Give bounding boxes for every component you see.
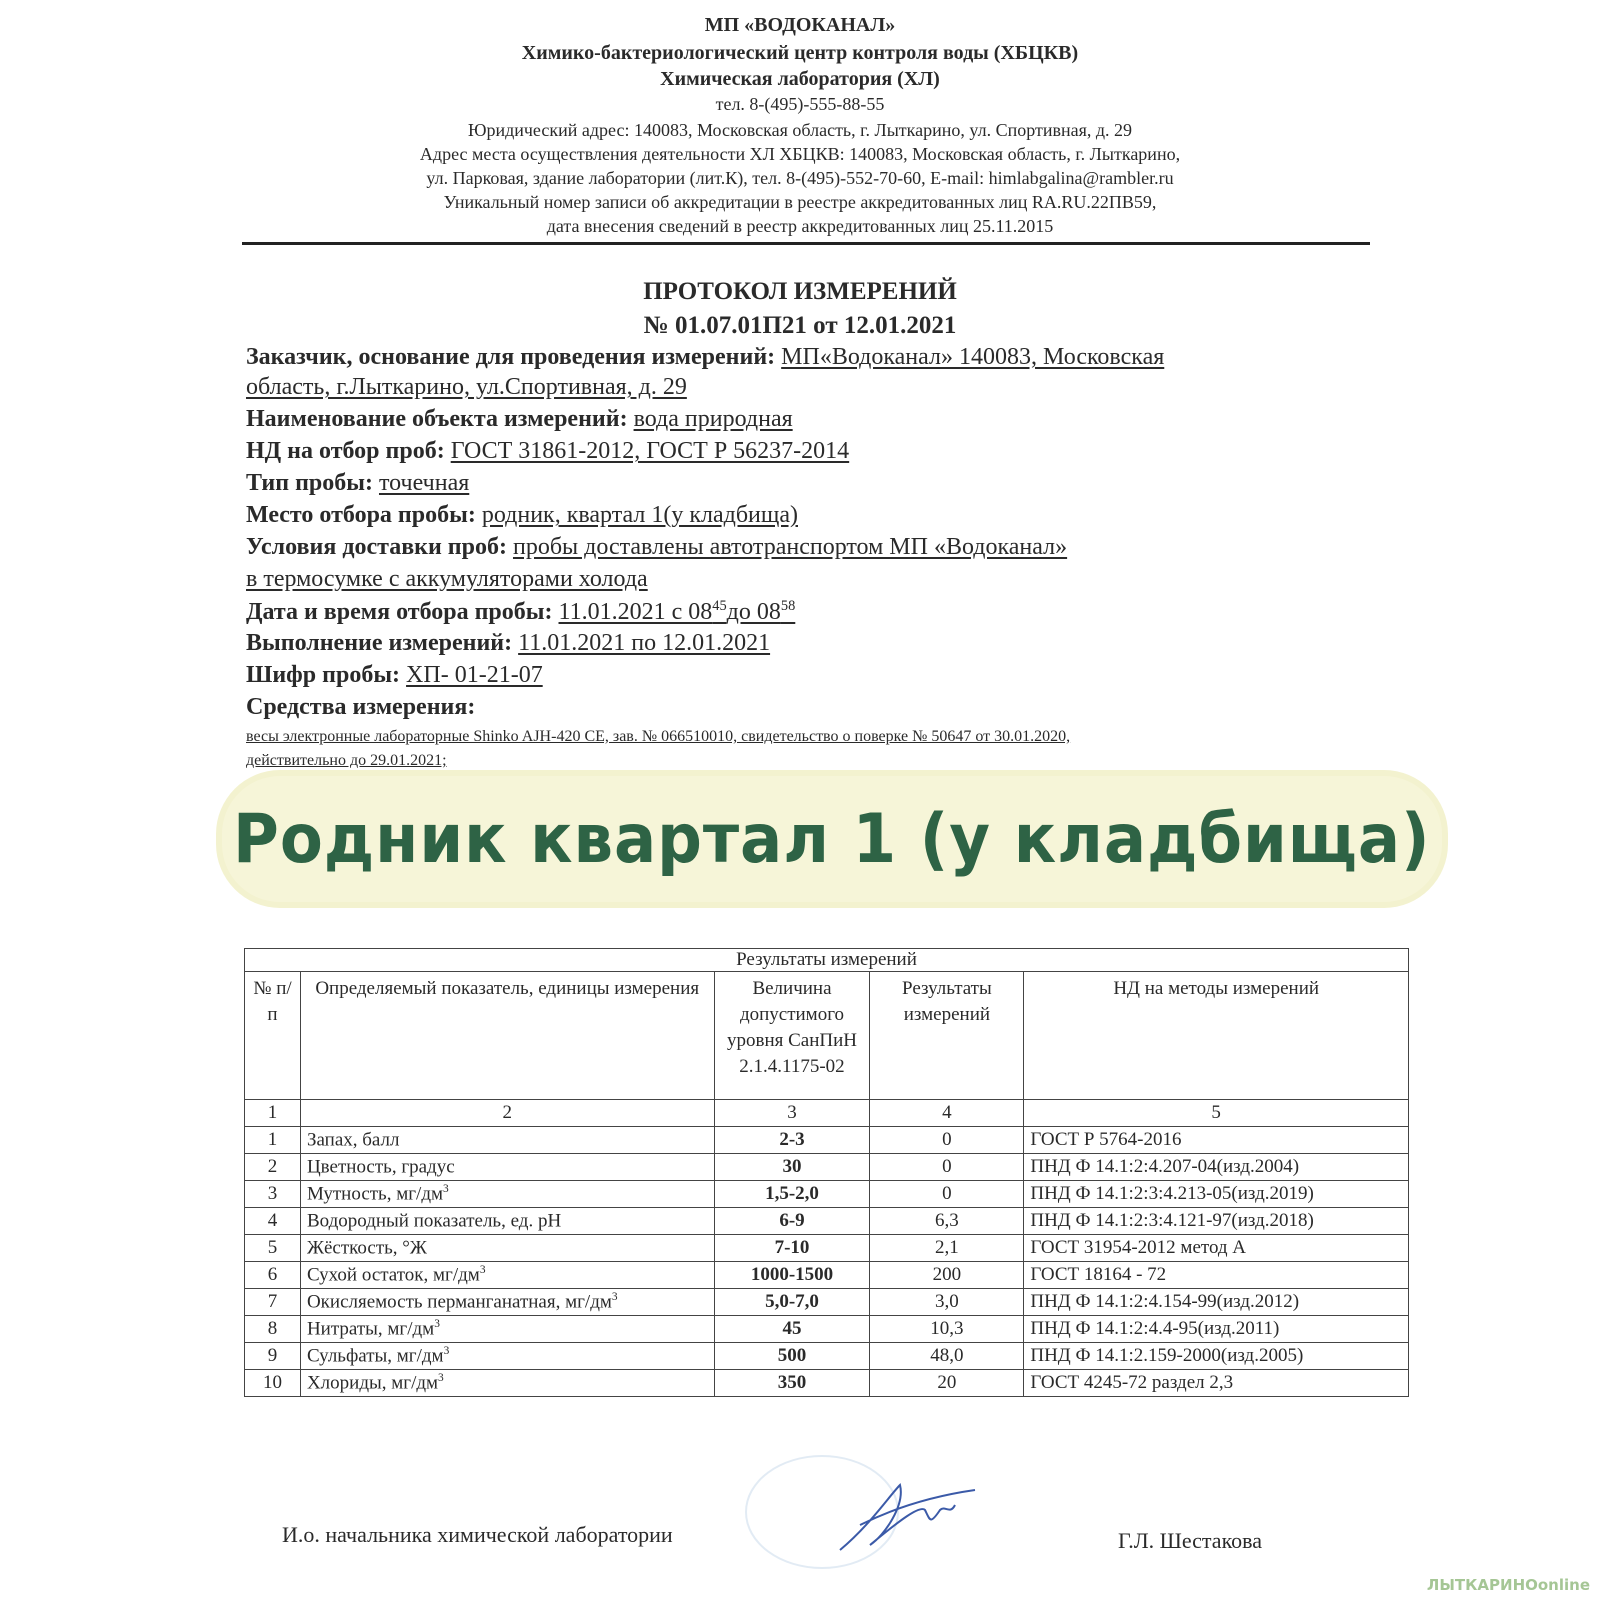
type-label: Тип пробы: — [246, 470, 373, 496]
table-row — [245, 1316, 1409, 1343]
row-result: 20 — [870, 1370, 1024, 1397]
row-indicator: Запах, балл — [300, 1127, 714, 1154]
delivery-value: пробы доставлены автотранспортом МП «Водоканал» — [512, 534, 1068, 560]
site-watermark: ЛЫТКАРИНОonline — [1426, 1576, 1590, 1594]
location-banner — [222, 776, 1442, 902]
code-field — [246, 662, 543, 689]
row-method: ПНД Ф 14.1:2:4.154-99(изд.2012) — [1024, 1289, 1409, 1316]
row-method: ПНД Ф 14.1:2:3:4.121-97(изд.2018) — [1024, 1208, 1409, 1235]
row-result: 6,3 — [870, 1208, 1024, 1235]
row-method: ПНД Ф 14.1:2:3:4.213-05(изд.2019) — [1024, 1181, 1409, 1208]
object-label: Наименование объекта измерений: — [246, 406, 628, 432]
accreditation-number: Уникальный номер записи об аккредитации в реестре аккредитованных лиц RA.RU.22ПВ59, — [443, 192, 1157, 212]
delivery-field — [246, 534, 1067, 561]
type-field — [246, 470, 469, 497]
row-result: 48,0 — [870, 1343, 1024, 1370]
legal-address: Юридический адрес: 140083, Московская область, г. Лыткарино, ул. Спортивная, д. 29 — [467, 120, 1133, 140]
header-limit: Величина допустимого уровня СанПиН 2.1.4.1175-02 — [714, 972, 870, 1100]
header-divider — [242, 242, 1370, 245]
lab-name: Химическая лаборатория (ХЛ) — [660, 68, 940, 90]
row-limit: 1000-1500 — [714, 1262, 870, 1289]
row-result: 10,3 — [870, 1316, 1024, 1343]
row-result: 0 — [870, 1127, 1024, 1154]
table-row — [245, 1235, 1409, 1262]
registry-date: дата внесения сведений в реестр аккредитованных лиц 25.11.2015 — [546, 216, 1054, 236]
type-value: точечная — [378, 470, 470, 496]
signature-mark — [830, 1465, 980, 1565]
table-row — [245, 1343, 1409, 1370]
row-number: 1 — [245, 1127, 301, 1154]
means-label: Средства измерения: — [246, 694, 476, 720]
row-indicator: Сульфаты, $мг/дм^3$ — [300, 1343, 714, 1370]
table-row — [245, 1154, 1409, 1181]
center-name: Химико-бактериологический центр контроля воды (ХБЦКВ) — [521, 42, 1079, 64]
delivery-field-cont — [246, 566, 648, 593]
header-indicator: Определяемый показатель, единицы измерения — [300, 972, 714, 1100]
header-method: НД на методы измерений — [1024, 972, 1409, 1100]
delivery-label: Условия доставки проб: — [246, 534, 507, 560]
customer-value-2: область, г.Лыткарино, ул.Спортивная, д. 29 — [246, 374, 687, 400]
row-number: 2 — [245, 1154, 301, 1181]
execution-value: 11.01.2021 по 12.01.2021 — [518, 630, 771, 656]
column-number-row — [245, 1100, 1409, 1127]
row-indicator: Окисляемость перманганатная, $мг/дм^3$ — [300, 1289, 714, 1316]
protocol-title: ПРОТОКОЛ ИЗМЕРЕНИЙ — [643, 278, 957, 305]
means-line-1: весы электронные лабораторные Shinko AJH-420 CE, зав. № 066510010, свидетельство о поверке № 50647 от 30.01.2020, — [246, 728, 1071, 745]
row-indicator: Сухой остаток, $мг/дм^3$ — [300, 1262, 714, 1289]
row-indicator: Мутность, $мг/дм^3$ — [300, 1181, 714, 1208]
column-number: 3 — [714, 1100, 870, 1127]
customer-field-cont — [246, 374, 687, 401]
row-number: 5 — [245, 1235, 301, 1262]
row-method: ГОСТ Р 5764-2016 — [1024, 1127, 1409, 1154]
row-limit: 2-3 — [714, 1127, 870, 1154]
row-indicator: Хлориды, $мг/дм^3$ — [300, 1370, 714, 1397]
row-limit: 350 — [714, 1370, 870, 1397]
column-number: 1 — [245, 1100, 301, 1127]
place-field — [246, 502, 798, 529]
customer-label: Заказчик, основание для проведения измерений: — [246, 344, 776, 370]
datetime-value: 11.01.2021 с $08^{45}до$ $08^{58}$ — [558, 598, 796, 625]
code-label: Шифр пробы: — [246, 662, 401, 688]
datetime-field — [246, 598, 795, 626]
row-indicator: Нитраты, $мг/дм^3$ — [300, 1316, 714, 1343]
column-number: 5 — [1024, 1100, 1409, 1127]
customer-field — [246, 344, 1164, 371]
row-indicator: Жёсткость, °Ж — [300, 1235, 714, 1262]
place-label: Место отбора пробы: — [246, 502, 476, 528]
row-method: ПНД Ф 14.1:2:4.4-95(изд.2011) — [1024, 1316, 1409, 1343]
row-indicator: Цветность, градус — [300, 1154, 714, 1181]
object-field — [246, 406, 793, 433]
row-limit: 45 — [714, 1316, 870, 1343]
row-limit: 500 — [714, 1343, 870, 1370]
datetime-label: Дата и время отбора пробы: — [246, 599, 553, 625]
means-line-2: действительно до 29.01.2021; — [246, 752, 447, 769]
row-result: 0 — [870, 1154, 1024, 1181]
row-limit: 1,5-2,0 — [714, 1181, 870, 1208]
nd-value: ГОСТ 31861-2012, ГОСТ Р 56237-2014 — [450, 438, 850, 464]
results-table — [244, 948, 1409, 1397]
row-result: 2,1 — [870, 1235, 1024, 1262]
row-indicator: Водородный показатель, ед. pH — [300, 1208, 714, 1235]
nd-label: НД на отбор проб: — [246, 438, 445, 464]
row-limit: 30 — [714, 1154, 870, 1181]
row-number: 3 — [245, 1181, 301, 1208]
column-number: 2 — [300, 1100, 714, 1127]
table-row — [245, 1370, 1409, 1397]
protocol-number: № 01.07.01П21 от 12.01.2021 — [643, 312, 957, 339]
place-value: родник, квартал 1(у кладбища) — [481, 502, 798, 528]
execution-label: Выполнение измерений: — [246, 630, 513, 656]
row-result: 3,0 — [870, 1289, 1024, 1316]
nd-field — [246, 438, 849, 465]
table-row — [245, 1289, 1409, 1316]
object-value: вода природная — [633, 406, 793, 432]
header-result: Результаты измерений — [870, 972, 1024, 1100]
table-row — [245, 1262, 1409, 1289]
row-method: ГОСТ 31954-2012 метод А — [1024, 1235, 1409, 1262]
signatory-position: И.о. начальника химической лаборатории — [282, 1522, 673, 1547]
row-method: ГОСТ 4245-72 раздел 2,3 — [1024, 1370, 1409, 1397]
row-number: 7 — [245, 1289, 301, 1316]
row-limit: 7-10 — [714, 1235, 870, 1262]
execution-field — [246, 630, 770, 657]
banner-text: Родник квартал 1 (у кладбища) — [233, 799, 1431, 879]
means-field — [246, 694, 475, 721]
table-header-row — [245, 972, 1409, 1100]
customer-value: МП«Водоканал» 140083, Московская — [781, 344, 1165, 370]
table-row — [245, 1208, 1409, 1235]
activity-address-2: ул. Парковая, здание лаборатории (лит.К), тел. 8-(495)-552-70-60, E-mail: himlabgalina@rambler.ru — [426, 168, 1174, 188]
row-limit: 6-9 — [714, 1208, 870, 1235]
row-result: 200 — [870, 1262, 1024, 1289]
row-method: ПНД Ф 14.1:2.159-2000(изд.2005) — [1024, 1343, 1409, 1370]
table-row — [245, 1127, 1409, 1154]
activity-address-1: Адрес места осуществления деятельности ХЛ ХБЦКВ: 140083, Московская область, г. Лыткарино, — [419, 144, 1181, 164]
delivery-value-2: в термосумке с аккумуляторами холода — [246, 566, 648, 592]
row-limit: 5,0-7,0 — [714, 1289, 870, 1316]
table-caption: Результаты измерений — [245, 949, 1409, 972]
row-method: ПНД Ф 14.1:2:4.207-04(изд.2004) — [1024, 1154, 1409, 1181]
row-result: 0 — [870, 1181, 1024, 1208]
row-number: 4 — [245, 1208, 301, 1235]
row-number: 10 — [245, 1370, 301, 1397]
table-row — [245, 1181, 1409, 1208]
row-method: ГОСТ 18164 - 72 — [1024, 1262, 1409, 1289]
table-caption-row — [245, 949, 1409, 972]
row-number: 6 — [245, 1262, 301, 1289]
signatory-name: Г.Л. Шестакова — [1118, 1528, 1263, 1553]
row-number: 8 — [245, 1316, 301, 1343]
code-value: ХП- 01-21-07 — [406, 662, 543, 688]
column-number: 4 — [870, 1100, 1024, 1127]
header-number: № п/п — [245, 972, 301, 1100]
lab-phone: тел. 8-(495)-555-88-55 — [715, 94, 885, 114]
org-name: МП «ВОДОКАНАЛ» — [704, 14, 896, 36]
row-number: 9 — [245, 1343, 301, 1370]
